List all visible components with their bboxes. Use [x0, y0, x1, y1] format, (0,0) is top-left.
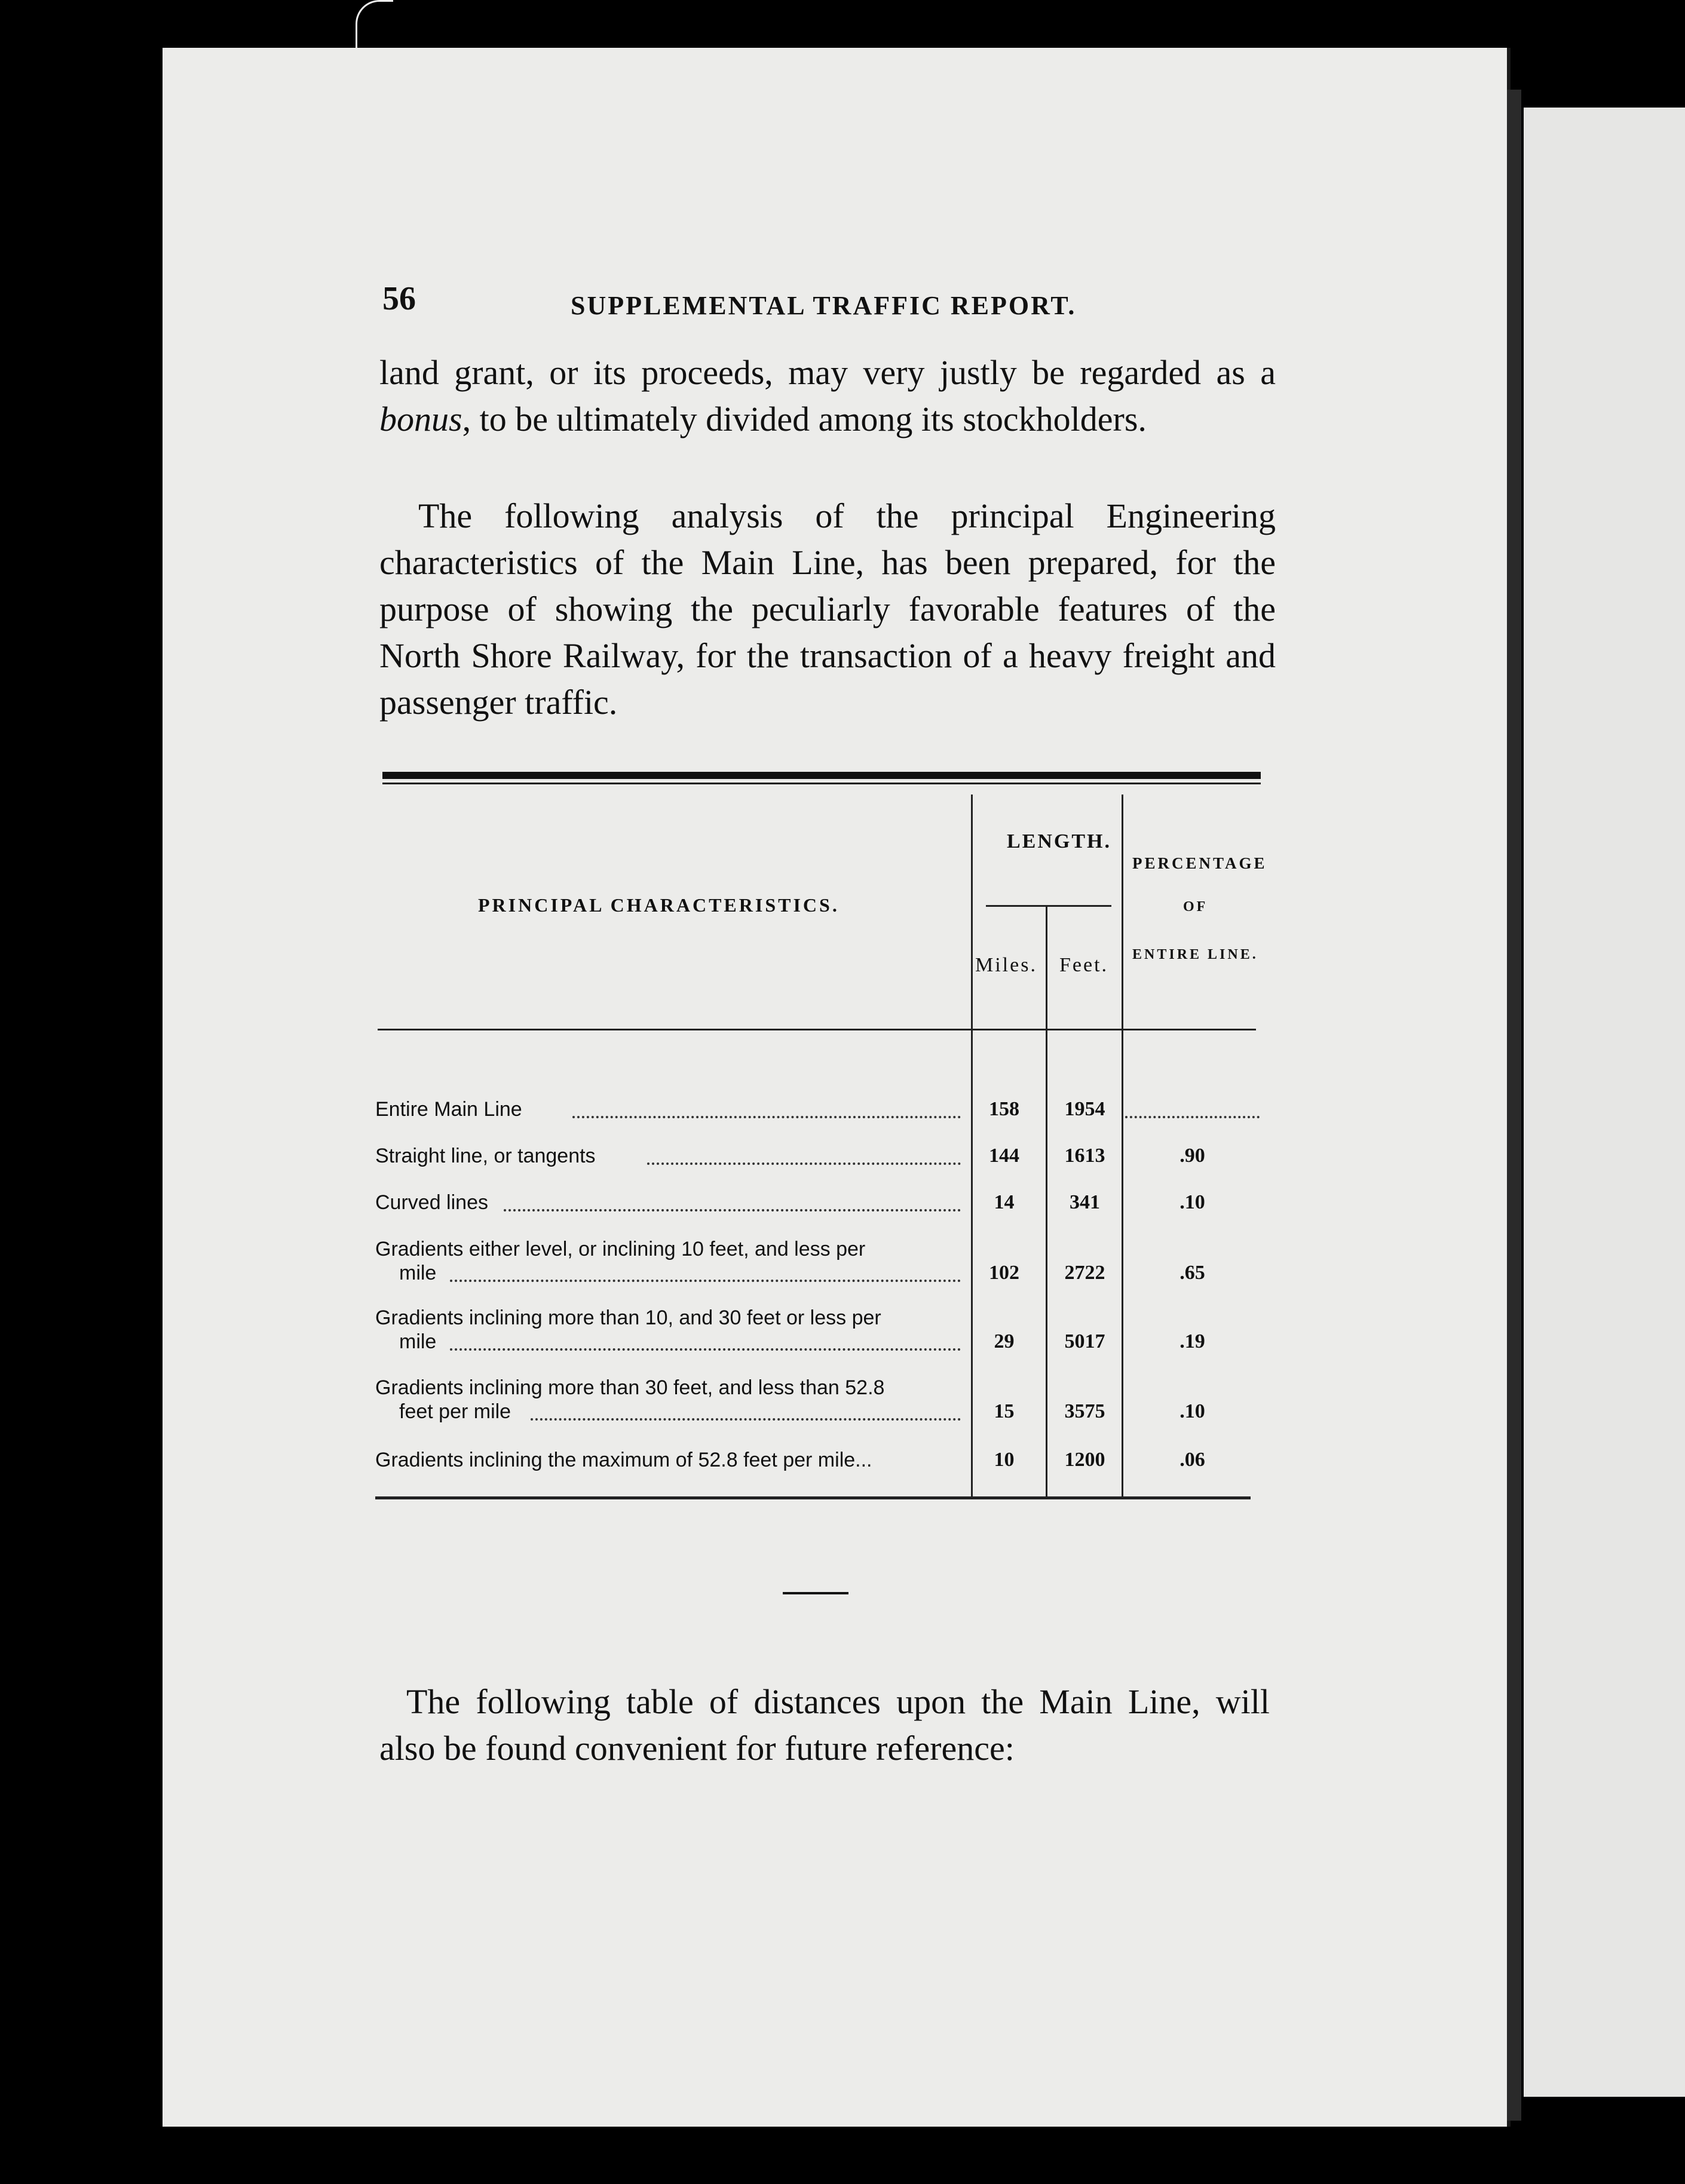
row-miles: 10 — [994, 1449, 1015, 1471]
row-feet: 3575 — [1064, 1400, 1105, 1422]
row-miles: 158 — [989, 1098, 1019, 1120]
leader-dots — [531, 1418, 961, 1421]
column-divider — [1046, 905, 1047, 1496]
row-label: Gradients either level, or inclining 10 feet, and less per — [375, 1238, 866, 1260]
table-bottom-rule — [375, 1496, 1251, 1499]
row-label: Gradients inclining more than 10, and 30 feet or less per — [375, 1306, 881, 1329]
row-label: Gradients inclining more than 30 feet, and less than 52.8 — [375, 1376, 885, 1399]
row-feet: 1613 — [1064, 1145, 1105, 1167]
row-pct: .06 — [1180, 1449, 1205, 1471]
leader-dots — [450, 1280, 961, 1282]
page-number: 56 — [382, 280, 416, 317]
row-feet: 2722 — [1064, 1262, 1105, 1284]
table-top-rule-thin — [382, 783, 1261, 784]
row-feet: 341 — [1070, 1191, 1100, 1213]
col-header-feet: Feet. — [1059, 954, 1109, 976]
row-label-cont: mile — [399, 1262, 437, 1284]
col-header-of: OF — [1183, 899, 1208, 915]
row-pct: .19 — [1180, 1330, 1205, 1352]
row-miles: 14 — [994, 1191, 1015, 1213]
row-miles: 15 — [994, 1400, 1015, 1422]
row-pct: .10 — [1180, 1191, 1205, 1213]
col-header-length: LENGTH. — [1007, 830, 1111, 852]
leader-dots — [450, 1348, 961, 1351]
row-miles: 102 — [989, 1262, 1019, 1284]
row-label-cont: feet per mile — [399, 1400, 511, 1423]
row-label: Gradients inclining the maximum of 52.8 feet per mile... — [375, 1449, 872, 1471]
leader-dots — [647, 1162, 961, 1165]
table-top-rule — [382, 772, 1261, 779]
page-edge — [1507, 90, 1521, 2121]
row-label: Curved lines — [375, 1191, 488, 1214]
row-feet: 1954 — [1064, 1098, 1105, 1120]
col-header-principal: PRINCIPAL CHARACTERISTICS. — [478, 894, 840, 916]
col-header-miles: Miles. — [975, 954, 1037, 976]
header-rule — [378, 1029, 1256, 1030]
paragraph-2: The following analysis of the principal Engineering characteristics of the Main Line, has been prepared, for the purpose of showing the peculiarly favorable features of the North Shore Railway, for the transaction of a heavy freight and passenger traffic. — [379, 496, 1276, 722]
row-label: Entire Main Line — [375, 1098, 522, 1121]
row-feet: 1200 — [1064, 1449, 1105, 1471]
row-miles: 29 — [994, 1330, 1015, 1352]
running-title: SUPPLEMENTAL TRAFFIC REPORT. — [571, 291, 1077, 320]
row-feet: 5017 — [1064, 1330, 1105, 1352]
section-divider — [783, 1592, 848, 1594]
row-pct: .10 — [1180, 1400, 1205, 1422]
scan-mark — [356, 0, 393, 50]
length-subrule — [986, 905, 1111, 907]
leader-dots — [572, 1116, 961, 1118]
column-divider — [1122, 795, 1123, 1496]
column-divider — [971, 795, 973, 1496]
row-pct: .90 — [1180, 1145, 1205, 1167]
row-label-cont: mile — [399, 1330, 437, 1353]
leader-dots — [504, 1209, 961, 1211]
row-pct: .65 — [1180, 1262, 1205, 1284]
leader-dots — [1125, 1116, 1260, 1118]
paragraph-1: land grant, or its proceeds, may very justly be regarded as a bonus, to be ultimately divided among its stockholders. — [379, 353, 1276, 438]
col-header-entire-line: ENTIRE LINE. — [1132, 947, 1258, 962]
paragraph-3: The following table of distances upon the Main Line, will also be found convenient for future reference: — [379, 1682, 1270, 1768]
row-label: Straight line, or tangents — [375, 1145, 596, 1167]
facing-page-edge — [1524, 108, 1685, 2097]
col-header-percentage: PERCENTAGE — [1132, 854, 1267, 872]
row-miles: 144 — [989, 1145, 1019, 1167]
